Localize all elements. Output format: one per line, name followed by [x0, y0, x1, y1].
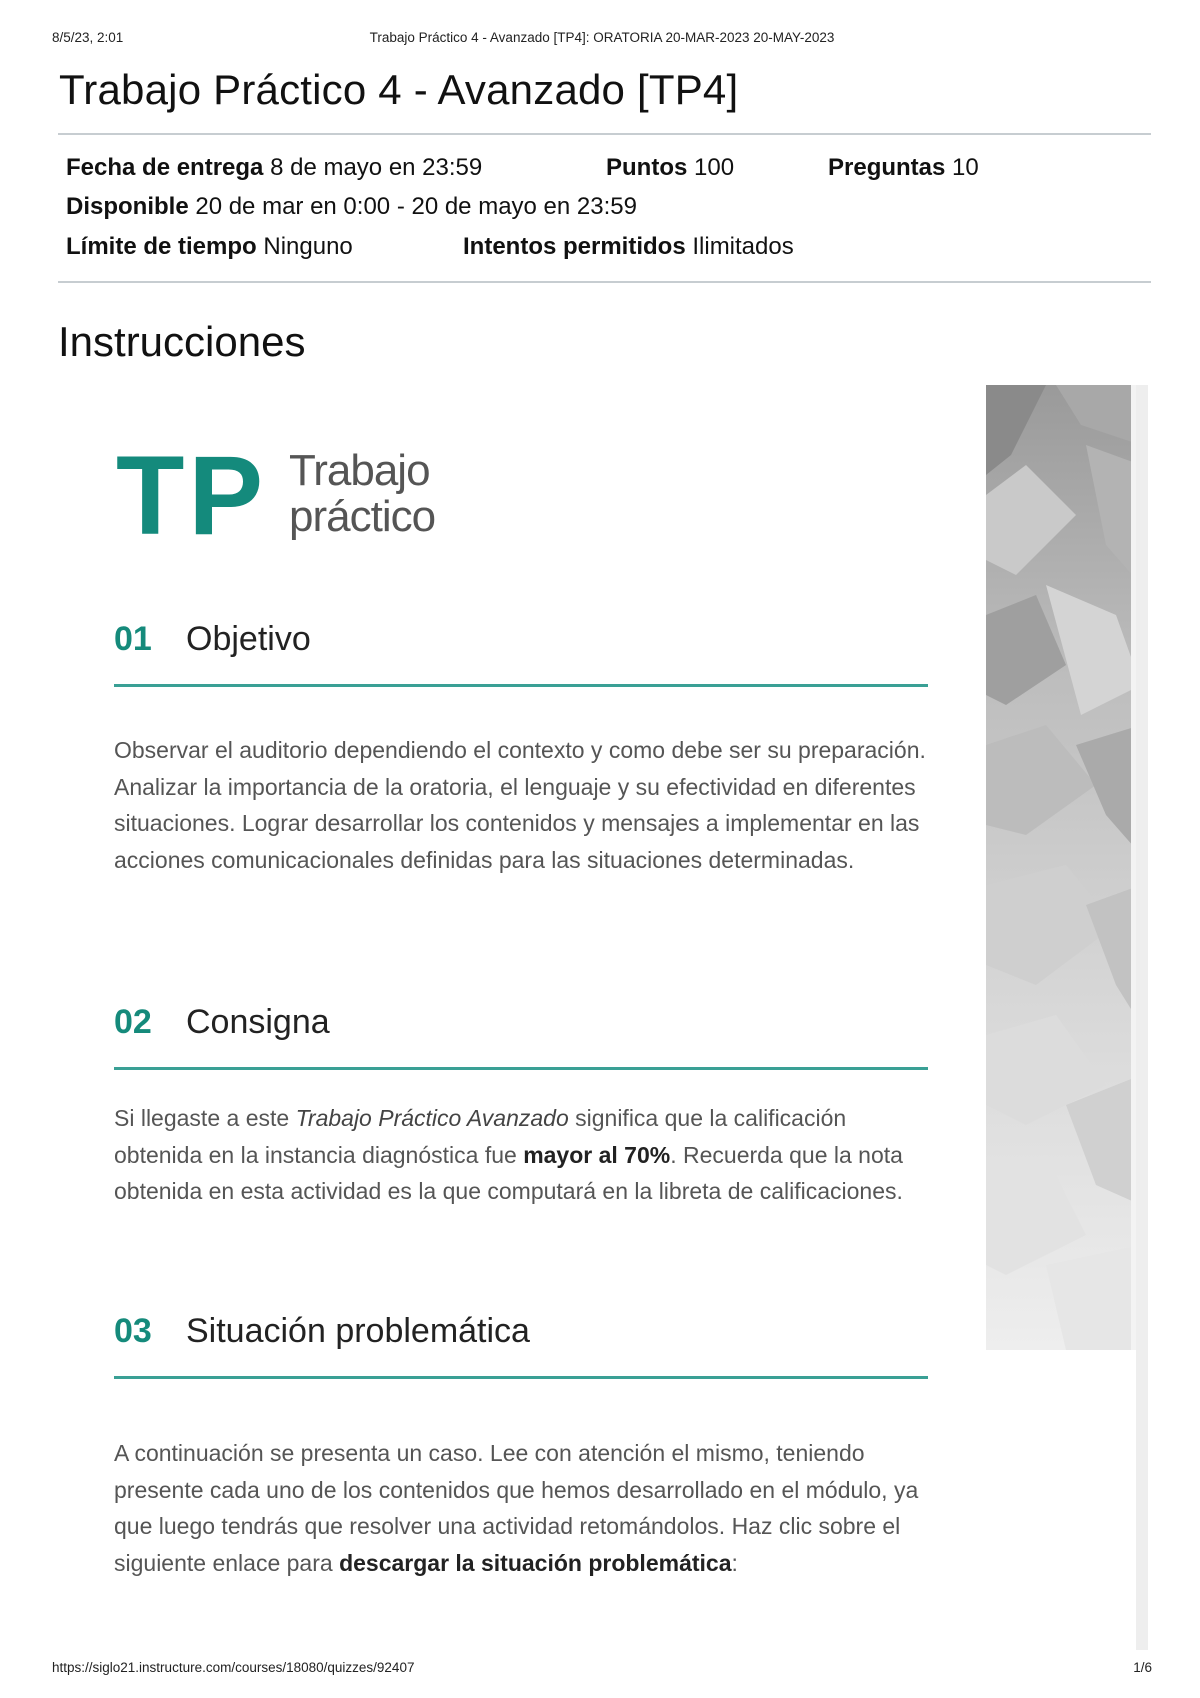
questions-value: 10 [952, 154, 979, 181]
time-limit-label: Límite de tiempo [66, 233, 257, 260]
consigna-text-part1: Si llegaste a este [114, 1105, 296, 1131]
consigna-text [114, 1100, 934, 1210]
points-value: 100 [694, 154, 735, 181]
section-consigna [114, 1003, 928, 1063]
situacion-text [114, 1435, 934, 1581]
tp-logo: TP [116, 433, 268, 558]
page-title: Trabajo Práctico 4 - Avanzado [TP4] [59, 66, 739, 113]
instructions-heading: Instrucciones [58, 318, 306, 365]
print-doc-title: Trabajo Práctico 4 - Avanzado [TP4]: ORATORIA 20-MAR-2023 20-MAY-2023 [369, 30, 835, 45]
download-link[interactable]: descargar la situación problemática [339, 1549, 732, 1576]
situacion-text-part1: A continuación se presenta un caso. Lee con atención el mismo, teniendo presente cada uno de los contenidos que hemos desarrollado en el módulo, ya que luego tendrás que resolver una actividad retomándolos. Haz clic sobre el siguiente enlace para [114, 1440, 919, 1576]
attempts-label: Intentos permitidos [463, 233, 686, 260]
due-label: Fecha de entrega [66, 154, 264, 181]
print-url: https://siglo21.instructure.com/courses/18080/quizzes/92407 [52, 1660, 415, 1675]
situacion-text-part2: : [731, 1549, 738, 1576]
section-objetivo [114, 620, 928, 680]
points-label: Puntos [606, 154, 688, 181]
print-page-number: 1/6 [1133, 1660, 1152, 1675]
attempts [463, 233, 794, 261]
consigna-text-part2: significa que la calificación obtenida en la instancia diagnóstica fue [114, 1105, 847, 1168]
section-divider [114, 684, 928, 687]
section-title: Situación problemática [186, 1312, 530, 1350]
questions-label: Preguntas [828, 154, 946, 181]
consigna-text-italic: Trabajo Práctico Avanzado [295, 1105, 569, 1131]
objetivo-text: Observar el auditorio dependiendo el contexto y como debe ser su preparación. Analizar la importancia de la oratoria, el lenguaje y su efectividad en diferentes situaciones. Lograr desarrollar los contenidos y mensajes a implementar en las acciones comunicacionales definidas para las situaciones determinadas. [114, 737, 926, 873]
section-number: 03 [114, 1312, 152, 1350]
section-number: 02 [114, 1003, 152, 1041]
available-value: 20 de mar en 0:00 - 20 de mayo en 23:59 [195, 193, 637, 220]
attempts-value: Ilimitados [692, 233, 794, 260]
consigna-text-part3: . Recuerda que la nota obtenida en esta actividad es la que computará en la libreta de calificaciones. [114, 1141, 903, 1204]
print-datetime: 8/5/23, 2:01 [52, 30, 124, 45]
section-divider [114, 1376, 928, 1379]
tp-logo-subtitle [289, 448, 435, 540]
availability [66, 193, 637, 221]
print-footer [52, 1660, 1152, 1678]
section-divider [114, 1067, 928, 1070]
section-number: 01 [114, 620, 152, 658]
decorative-side-image [986, 385, 1141, 1350]
meta-divider [58, 281, 1151, 283]
due-value: 8 de mayo en 23:59 [270, 154, 483, 181]
available-label: Disponible [66, 193, 189, 220]
tp-logo-line2: práctico [289, 492, 436, 541]
print-header [52, 30, 1152, 48]
time-limit-value: Ninguno [263, 233, 353, 260]
time-limit [66, 233, 353, 261]
architecture-pattern-icon [986, 385, 1141, 1350]
due-date [66, 154, 482, 182]
section-situacion [114, 1312, 928, 1372]
section-title: Consigna [186, 1003, 330, 1041]
title-divider [58, 133, 1151, 135]
consigna-text-bold: mayor al 70% [523, 1141, 671, 1168]
points [606, 154, 734, 182]
questions [828, 154, 979, 182]
tp-logo-line1: Trabajo [289, 446, 430, 495]
scroll-edge [1136, 385, 1148, 1650]
section-title: Objetivo [186, 620, 311, 658]
